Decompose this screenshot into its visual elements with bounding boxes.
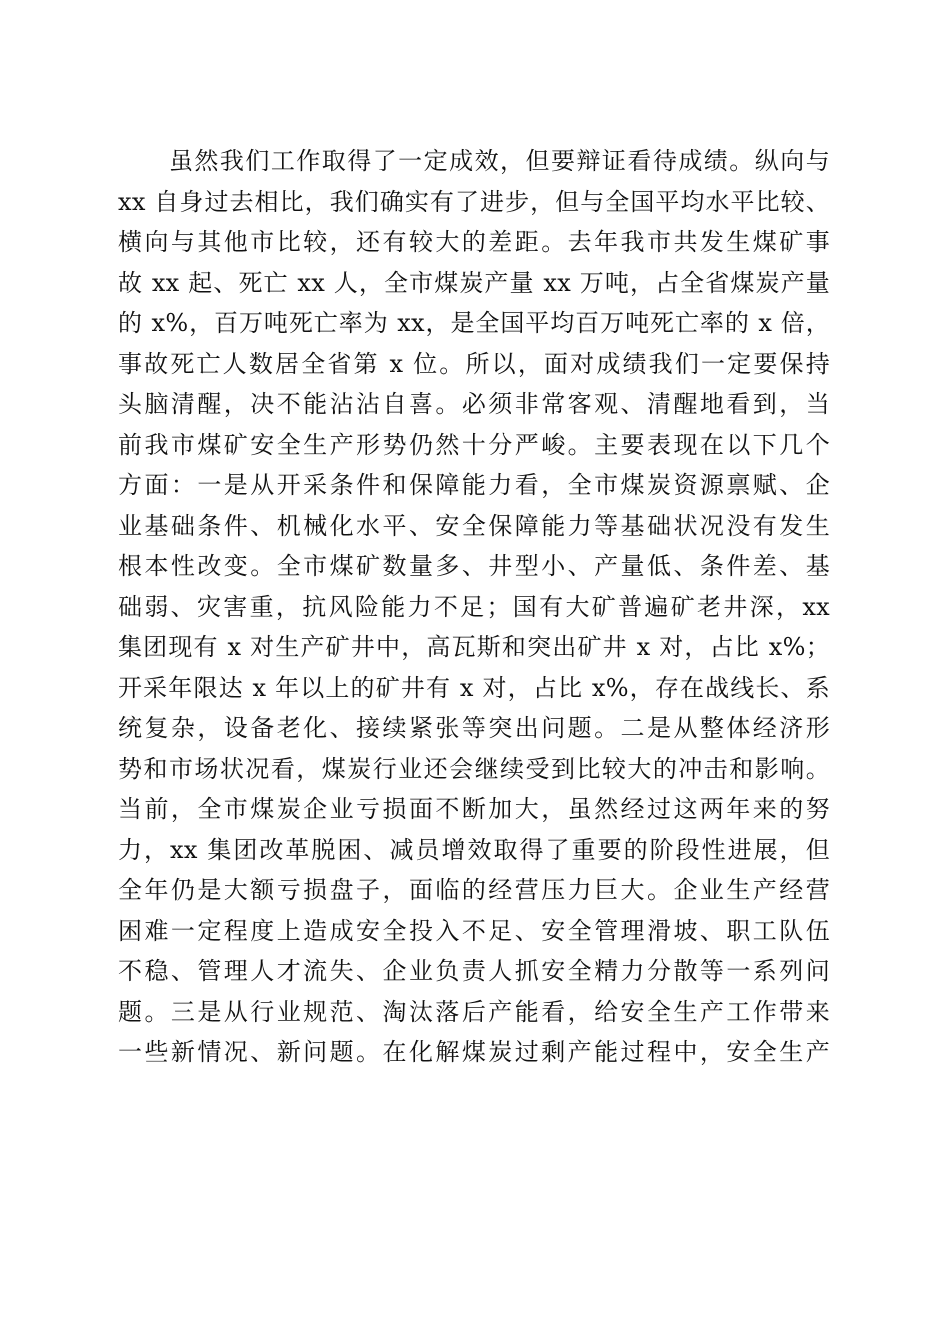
paragraph-line: 事故死亡人数居全省第 x 位。所以，面对成绩我们一定要保持 [118,349,830,378]
paragraph-line: 题。三是从行业规范、淘汰落后产能看，给安全生产工作带来 [118,997,830,1026]
paragraph-line: 础弱、灾害重，抗风险能力不足；国有大矿普遍矿老井深，xx [118,592,830,621]
paragraph-line: 故 xx 起、死亡 xx 人，全市煤炭产量 xx 万吨，占全省煤炭产量 [118,268,830,297]
paragraph-line: 统复杂，设备老化、接续紧张等突出问题。二是从整体经济形 [118,714,830,742]
paragraph-line: 根本性改变。全市煤矿数量多、井型小、产量低、条件差、基 [118,552,830,580]
paragraph-line: 力，xx 集团改革脱困、减员增效取得了重要的阶段性进展，但 [118,835,830,864]
paragraph-line: 的 x%，百万吨死亡率为 xx，是全国平均百万吨死亡率的 x 倍， [118,309,830,337]
paragraph-line: 当前，全市煤炭企业亏损面不断加大，虽然经过这两年来的努 [118,795,830,823]
paragraph-line: 方面：一是从开采条件和保障能力看，全市煤炭资源禀赋、企 [118,471,830,499]
paragraph-line: 前我市煤矿安全生产形势仍然十分严峻。主要表现在以下几个 [118,430,830,459]
paragraph-line: 困难一定程度上造成安全投入不足、安全管理滑坡、职工队伍 [118,916,830,945]
paragraph-line: xx 自身过去相比，我们确实有了进步，但与全国平均水平比较、 [118,187,830,216]
paragraph-line: 开采年限达 x 年以上的矿井有 x 对，占比 x%，存在战线长、系 [118,673,830,702]
paragraph-line: 虽然我们工作取得了一定成效，但要辩证看待成绩。纵向与 [118,147,830,175]
paragraph-line: 业基础条件、机械化水平、安全保障能力等基础状况没有发生 [118,511,830,540]
paragraph-line: 全年仍是大额亏损盘子，面临的经营压力巨大。企业生产经营 [118,876,830,904]
paragraph-line: 势和市场状况看，煤炭行业还会继续受到比较大的冲击和影响。 [118,754,830,783]
paragraph-line: 一些新情况、新问题。在化解煤炭过剩产能过程中，安全生产 [118,1038,830,1066]
paragraph-line: 横向与其他市比较，还有较大的差距。去年我市共发生煤矿事 [118,228,830,256]
body-paragraph [118,141,830,1073]
paragraph-line: 不稳、管理人才流失、企业负责人抓安全精力分散等一系列问 [118,957,830,985]
paragraph-line: 集团现有 x 对生产矿井中，高瓦斯和突出矿井 x 对，占比 x%； [118,633,830,661]
paragraph-line: 头脑清醒，决不能沾沾自喜。必须非常客观、清醒地看到，当 [118,390,830,418]
